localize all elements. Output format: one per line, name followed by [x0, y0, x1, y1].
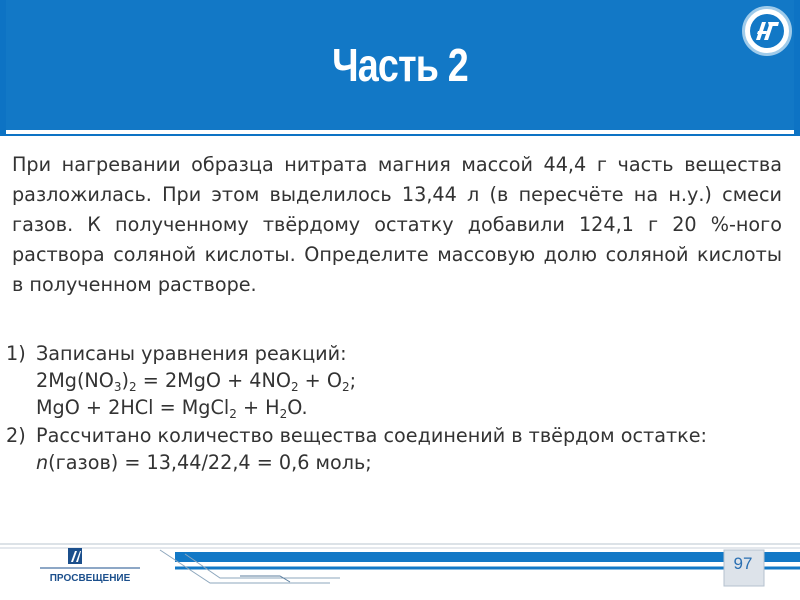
solution-steps — [6, 340, 800, 476]
equation-1: $2Mg(NO_3)_2 = 2MgO + 4NO_2 + O_2$; — [36, 369, 357, 395]
step-2-heading — [6, 422, 800, 449]
step-1-heading — [6, 340, 800, 367]
gas-amount-calculation: n(газов) = 13,44/22,4 = 0,6 моль; — [36, 450, 372, 474]
step-2-title: Рассчитано количество вещества соединений в твёрдом остатке: — [36, 423, 707, 447]
page-number: 97 — [733, 554, 753, 573]
equation-2: MgO + 2HCl = MgCl$_2$ + $H_2O$. — [36, 396, 308, 422]
prosveshchenie-logo-icon — [40, 548, 140, 597]
problem-statement — [12, 150, 782, 300]
publisher-emblem-icon — [742, 6, 792, 56]
step-1-number: 1) — [6, 342, 26, 365]
problem-text: При нагревании образца нитрата магния массой 44,4 г часть вещества разложилась. При этом выделилось 13,44 л (в пересчёте на н.у.) смеси газов. К полученному твёрдому остатку добавили 124,1 г 20 %-ного раствора соляной кислоты. Определите массовую долю соляной кислоты в полученном растворе. — [12, 153, 782, 296]
slide-title: Часть 2 — [332, 39, 468, 91]
slide-header — [0, 0, 800, 136]
step-2-number: 2) — [6, 423, 26, 447]
step-1-title: Записаны уравнения реакций: — [36, 342, 347, 365]
publisher-name: ПРОСВЕЩЕНИЕ — [49, 573, 131, 584]
